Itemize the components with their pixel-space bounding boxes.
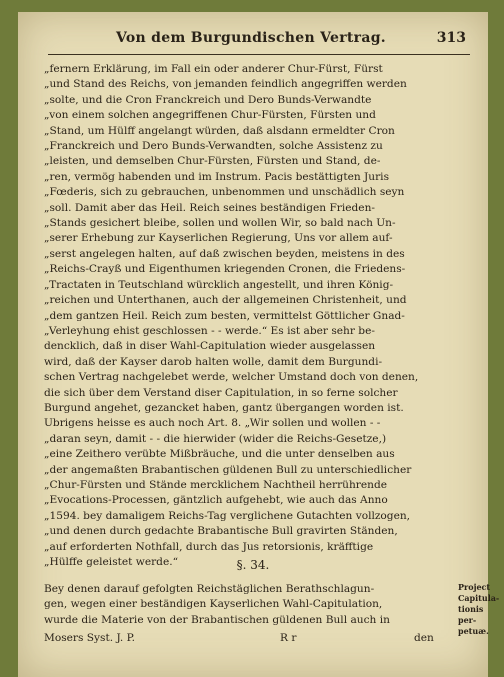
section-heading: §. 34.: [236, 558, 270, 572]
text-line: Ubrigens heisse es auch noch Art. 8. „Wir sollen und wollen - -: [44, 417, 381, 430]
text-line: „ren, vermög habenden und im Instrum. Pacis bestättigten Juris: [44, 170, 390, 183]
text-line: „solte, und die Cron Franckreich und Dero Bunds-Verwandte: [44, 93, 372, 106]
text-line: gen, wegen einer beständigen Kayserlichen Wahl-Capitulation,: [44, 598, 383, 611]
text-line: „daran seyn, damit - - die hierwider (wider die Reichs-Gesetze,): [44, 432, 387, 445]
text-line: „dem gantzen Heil. Reich zum besten, vermittelst Göttlicher Gnad-: [44, 309, 405, 322]
margin-note-line: petuæ.: [458, 626, 489, 636]
text-line: „1594. bey damaligem Reichs-Tag verglichene Gutachten vollzogen,: [44, 509, 411, 522]
text-line: „eine Zeithero verübte Mißbräuche, und die unter denselben aus: [44, 448, 395, 461]
second-paragraph: [44, 582, 460, 628]
text-line: „Reichs-Crayß und Eigenthumen kriegenden Cronen, die Friedens-: [44, 263, 406, 276]
page-footer: [18, 632, 488, 650]
text-line: „reichen und Unterthanen, auch der allgemeinen Christenheit, und: [44, 294, 407, 307]
text-line: „Fœderis, sich zu gebrauchen, unbenommen und unschädlich seyn: [44, 186, 405, 199]
margin-note-line: Capitula-: [458, 593, 500, 603]
text-line: „Verleyhung ehist geschlossen - - werde.“ Es ist aber sehr be-: [44, 324, 375, 337]
text-line: „Evocations-Processen, gäntzlich aufgehebt, wie auch das Anno: [44, 494, 388, 507]
text-line: dencklich, daß in diser Wahl-Capitulation wieder ausgelassen: [44, 340, 376, 353]
main-paragraph: [44, 62, 474, 570]
text-line: „serer Erhebung zur Kayserlichen Regierung, Uns vor allem auf-: [44, 232, 393, 245]
text-line: „Hülffe geleistet werde.“: [44, 556, 179, 568]
text-line: „Stand, um Hülff angelangt würden, daß alsdann ermeldter Cron: [44, 124, 395, 137]
text-line: „auf erforderten Nothfall, durch das Jus retorsionis, kräfftige: [44, 540, 374, 553]
text-line: „leisten, und demselben Chur-Fürsten, Fürsten und Stand, de-: [44, 155, 381, 168]
footer-reference: Mosers Syst. J. P.: [44, 632, 135, 644]
text-line: „und denen durch gedachte Brabantische Bull gravirten Ständen,: [44, 525, 398, 538]
text-line: „der angemaßten Brabantischen güldenen Bull zu unterschiedlicher: [44, 463, 412, 476]
text-line: „Chur-Fürsten und Stände mercklichem Nachtheil herrührende: [44, 478, 387, 491]
text-line: „Tractaten in Teutschland würcklich angestellt, und ihren König-: [44, 278, 394, 291]
text-line: „von einem solchen angegriffenen Chur-Fürsten, Fürsten und: [44, 109, 376, 122]
text-line: „Franckreich und Dero Bunds-Verwandten, solche Assistenz zu: [44, 140, 383, 153]
text-line: Bey denen darauf gefolgten Reichstäglichen Berathschlagun-: [44, 583, 375, 595]
text-line: wird, daß der Kayser darob halten wolle, damit dem Burgundi-: [44, 355, 383, 368]
margin-note-line: Project: [458, 582, 491, 592]
text-line: „serst angelegen halten, auf daß zwischen beyden, meistens in des: [44, 247, 405, 260]
book-page: [18, 12, 500, 677]
text-line: „und Stand des Reichs, von jemanden feindlich angegriffen werden: [44, 78, 407, 91]
catchword: den: [414, 632, 434, 644]
text-line: „fernern Erklärung, im Fall ein oder anderer Chur-Fürst, Fürst: [44, 63, 383, 75]
page-header: [18, 30, 488, 52]
text-line: schen Vertrag nachgelebet werde, welcher Umstand doch von denen,: [44, 371, 419, 384]
text-line: Burgund angehet, gezancket haben, gantz übergangen worden ist.: [44, 401, 404, 414]
text-line: „Stands gesichert bleibe, sollen und wollen Wir, so bald nach Un-: [44, 217, 396, 230]
page-number: 313: [436, 30, 466, 46]
text-line: „soll. Damit aber das Heil. Reich seines beständigen Frieden-: [44, 201, 375, 214]
header-rule: [48, 54, 470, 55]
marginal-note: [458, 582, 500, 637]
signature-mark: R r: [280, 632, 297, 644]
running-head: Von dem Burgundischen Vertrag.: [116, 30, 386, 46]
text-line: wurde die Materie von der Brabantischen güldenen Bull auch in: [44, 613, 390, 626]
text-line: die sich über dem Verstand diser Capitulation, in so ferne solcher: [44, 386, 398, 399]
margin-note-line: tionis per-: [458, 604, 484, 625]
